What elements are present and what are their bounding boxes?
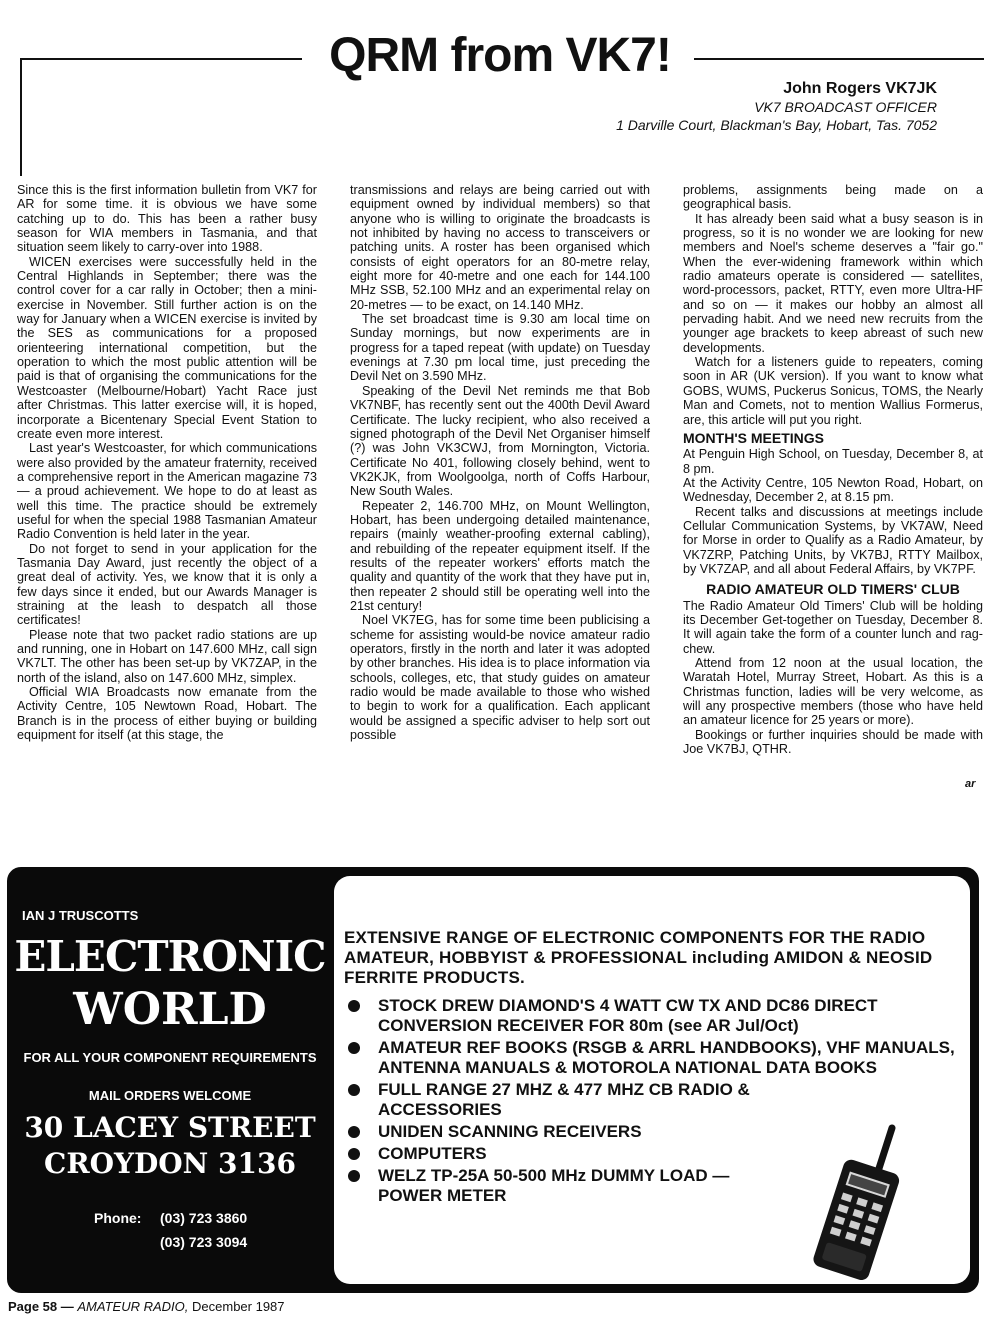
ad-item-text: FULL RANGE 27 MHZ & 477 MHZ CB RADIO & ACCESSORIES bbox=[378, 1080, 750, 1119]
ad-phone-2: (03) 723 3094 bbox=[160, 1234, 248, 1250]
list-item bbox=[340, 1038, 978, 1078]
ad-street: 30 LACEY STREET bbox=[24, 1111, 316, 1144]
ad-tagline: FOR ALL YOUR COMPONENT REQUIREMENTS bbox=[23, 1050, 317, 1065]
bullet-icon bbox=[348, 1126, 360, 1138]
byline bbox=[616, 80, 937, 134]
ad-item-text: STOCK DREW DIAMOND'S 4 WATT CW TX AND DC86 DIRECT CONVERSION RECEIVER FOR 80m (see AR Jul/Oct) bbox=[378, 996, 878, 1035]
ad-brand-line-1: ELECTRONIC bbox=[14, 932, 326, 981]
paragraph: Watch for a listeners guide to repeaters, coming soon in AR (UK version). If you want to know what GOBS, WUMS, Puckerus Sonicus, TOMS, the Nearly Man and Comets, not to mention Wallius Formerus, are, this article will put you right. bbox=[683, 355, 983, 427]
ad-products-panel bbox=[334, 876, 970, 1284]
paragraph: transmissions and relays are being carried out with equipment owned by individual members) so that anyone who is willing to originate the broadcasts is not inhibited by having no access to transceivers or patching units. A roster has been organised which consists of eight operators for an 80-metre relay, eight more for 40-metre and one each for 144.100 MHz SSB, 52.100 MHz and an experimental relay on 20-metres — to be exact, on 14.140 MHz. bbox=[350, 183, 650, 312]
paragraph: Please note that two packet radio stations are up and running, one in Hobart on 147.600 MHz, call sign VK7LT. The other has been set-up by VK7ZAP, in the north of the island, also on 147.600 MHz, simplex. bbox=[17, 627, 317, 685]
author-role: VK7 BROADCAST OFFICER bbox=[754, 99, 937, 115]
bullet-icon bbox=[348, 1084, 360, 1096]
ad-city: CROYDON 3136 bbox=[44, 1147, 296, 1180]
paragraph: Since this is the first information bulletin from VK7 for AR for some time. it is obvious we have some catching up to do. This has been a rather busy season for WIA members in Tasmania, and that situation seem likely to carry-over into 1988. bbox=[17, 183, 317, 255]
paragraph: Repeater 2, 146.700 MHz, on Mount Wellington, Hobart, has been undergoing detailed maintenance, repairs (mainly weather-proofing external cabling), and rebuilding of the repeater equipment itself. If the results of the repeater workers' efforts match the quality and quantity of the work that they have put in, then repeater 2 should still be operating well into the 21st century! bbox=[350, 498, 650, 613]
paragraph: problems, assignments being made on a geographical basis. bbox=[683, 183, 983, 212]
paragraph: Do not forget to send in your application for the Tasmania Day Award, just recently the object of a great deal of activity. Yes, we know that it is only a few days since it ended, but our Awards Manager is straining at the leash to despatch all those certificates! bbox=[17, 541, 317, 628]
list-item bbox=[340, 1122, 798, 1142]
issue-date: December 1987 bbox=[192, 1299, 285, 1314]
article-column-2 bbox=[350, 183, 650, 742]
ad-brand-line-2: WORLD bbox=[73, 984, 267, 1035]
magazine-name: AMATEUR RADIO, bbox=[77, 1299, 189, 1314]
bullet-icon bbox=[348, 1148, 360, 1160]
bullet-icon bbox=[348, 1170, 360, 1182]
paragraph: The set broadcast time is 9.30 am local time on Sunday mornings, but now experiments are in progress for a taped repeat (with update) on Tuesday evenings at 7.30 pm local time, just preceding the Devil Net on 3.590 MHz. bbox=[350, 312, 650, 384]
paragraph: Speaking of the Devil Net reminds me that Bob VK7NBF, has recently sent out the 400th Devil Award Certificate. The lucky recipient, who also received a signed photograph of the Devil Net Organiser himself (?) was John VK3CWJ, from Mornington, Victoria. Certificate No 401, following closely behind, went to VK2KJK, from Woolgoolga, north of Coffs Harbour, New South Wales. bbox=[350, 383, 650, 499]
paragraph: Noel VK7EG, has for some time been publicising a scheme for assisting would-be novice amateur radio operators, firstly in the north and later it was adopted by other branches. His idea is to place information via schools, colleges, etc, that study guides on amateur radio would be made available to those who wished to begin to work for a qualification. Each applicant would be assigned a specific adviser to help sort out possible bbox=[350, 613, 650, 743]
paragraph: Bookings or further inquiries should be made with Joe VK7BJ, QTHR. bbox=[683, 727, 983, 757]
title-rule-side bbox=[20, 58, 22, 176]
paragraph: Official WIA Broadcasts now emanate from the Activity Centre, 105 Newtown Road, Hobart. The Branch is in the process of either buying or building equipment for itself (at this stage, the bbox=[17, 685, 317, 743]
bullet-icon bbox=[348, 1000, 360, 1012]
advertisement bbox=[7, 867, 979, 1293]
ad-phone-1: (03) 723 3860 bbox=[160, 1210, 248, 1226]
author-name: John Rogers VK7JK bbox=[783, 80, 937, 97]
ad-mail-orders: MAIL ORDERS WELCOME bbox=[88, 1088, 252, 1103]
ad-item-text: COMPUTERS bbox=[378, 1144, 487, 1163]
author-address: 1 Darville Court, Blackman's Bay, Hobart, Tas. 7052 bbox=[616, 117, 937, 133]
bullet-icon bbox=[348, 1042, 360, 1054]
page-number: Page 58 — bbox=[8, 1299, 74, 1314]
page-title: QRM from VK7! bbox=[329, 29, 671, 82]
ad-phone-label: Phone: bbox=[94, 1210, 142, 1226]
handheld-scanner-icon bbox=[796, 1124, 916, 1280]
paragraph: Last year's Westcoaster, for which communications were also provided by the amateur fraternity, received a comprehensive report in the American magazine 73 — a proud achievement. We hope to do at least as well this time. The practice should be extremely useful for when the special 1988 Tasmanian Amateur Radio Convention is held later in the year. bbox=[17, 441, 317, 542]
article-column-1 bbox=[17, 183, 317, 742]
ad-item-text: WELZ TP-25A 50-500 MHz DUMMY LOAD — POWER METER bbox=[378, 1166, 730, 1205]
ad-intro: EXTENSIVE RANGE OF ELECTRONIC COMPONENTS FOR THE RADIO AMATEUR, HOBBYIST & PROFESSIONAL including AMIDON & NEOSID FERRITE PRODUCTS. bbox=[344, 928, 933, 987]
end-mark: ar bbox=[965, 778, 976, 790]
paragraph: Recent talks and discussions at meetings include Cellular Communication Systems, by VK7AW, Need for Morse in order to Qualify as a Radio Amateur, by VK7ZRP, Patching Units, by VK7BJ, RTTY Mailbox, by VK7ZAP, and all about Federal Affairs, by VK7PF. bbox=[683, 504, 983, 576]
list-item bbox=[340, 996, 958, 1036]
paragraph: WICEN exercises were successfully held in the Central Highlands in September; there was the control cover for a car rally in October; then a mini-exercise in November. Still further action is on the way for January when a WICEN exercise is invited by the SES as communications for a proposed orienteering international competition, but the operation to which the most public attention will be paid is that of organising the communications for the Westcoaster (Melbourne/Hobart) Yacht Race just after Christmas. This latter exercise will, it is hoped, incorporate a Bicentenary Special Event Station to create even more interest. bbox=[17, 254, 317, 441]
paragraph: The Radio Amateur Old Timers' Club will be holding its December Get-together on Tuesday, December 8. It will again take the form of a counter lunch and rag-chew. bbox=[683, 598, 983, 656]
ad-item-text: AMATEUR REF BOOKS (RSGB & ARRL HANDBOOKS), VHF MANUALS, ANTENNA MANUALS & MOTOROLA NATIONAL DATA BOOKS bbox=[378, 1038, 955, 1077]
title-rule-right bbox=[694, 58, 984, 60]
list-item bbox=[340, 1166, 798, 1206]
list-item bbox=[340, 1144, 798, 1164]
page-footer bbox=[8, 1299, 285, 1314]
title-rule-left bbox=[20, 58, 302, 60]
meetings-heading: MONTH'S MEETINGS bbox=[683, 429, 824, 446]
paragraph: It has already been said what a busy season is in progress, so it is no wonder we are looking for new members and Noel's scheme deserves a "fair go." When the ever-widening framework within which radio amateurs operate is considered — satellites, word-processors, packet, RTTY, even more Ultra-HF and so on — it makes our hobby an almost all pervading habit. And we need new recruits from the younger age brackets to keep abreast of such new developments. bbox=[683, 211, 983, 355]
paragraph: At Penguin High School, on Tuesday, December 8, at 8 pm. bbox=[683, 447, 983, 476]
paragraph: Attend from 12 noon at the usual location, the Waratah Hotel, Murray Street, Hobart. As this is a Christmas function, ladies will be very welcome, as will any prospective members (those who have held an amateur licence for 25 years or more). bbox=[683, 656, 983, 728]
ad-item-text: UNIDEN SCANNING RECEIVERS bbox=[378, 1122, 642, 1141]
club-heading: RADIO AMATEUR OLD TIMERS' CLUB bbox=[706, 581, 960, 598]
paragraph: At the Activity Centre, 105 Newton Road, Hobart, on Wednesday, December 2, at 8.15 pm. bbox=[683, 475, 983, 505]
ad-owner: IAN J TRUSCOTTS bbox=[22, 908, 139, 923]
article-column-3 bbox=[683, 183, 983, 756]
ad-brand-panel bbox=[10, 870, 330, 1290]
list-item bbox=[340, 1080, 798, 1120]
